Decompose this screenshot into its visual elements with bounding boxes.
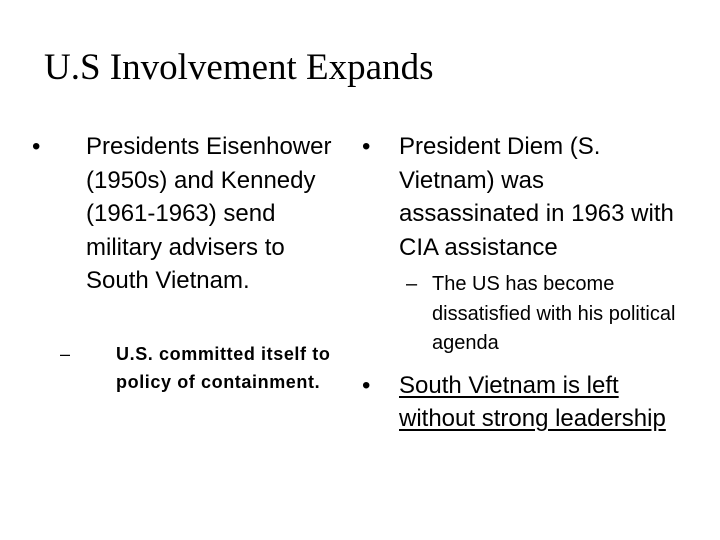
bullet-presidents-advisers — [30, 130, 350, 298]
sub-bullet-dissatisfied — [362, 270, 682, 359]
sub-bullet-text: The US has become dissatisfied with his political agenda — [432, 273, 676, 354]
left-column — [30, 130, 350, 396]
dash-icon: – — [406, 273, 418, 295]
bullet-dot-icon: • — [362, 133, 371, 160]
bullet-dot-icon: • — [362, 371, 371, 399]
bullet-text: Presidents Eisenhower (1950s) and Kennedy (1961-1963) send military advisers to South Vietnam. — [86, 133, 332, 294]
sub-bullet-text: U.S. committed itself to policy of containment. — [116, 343, 331, 392]
bullet-link-text[interactable]: South Vietnam is left without strong leadership — [399, 371, 666, 432]
right-column — [362, 130, 682, 436]
dash-icon: – — [60, 343, 71, 364]
sub-bullet-containment — [30, 340, 350, 396]
bullet-text: President Diem (S. Vietnam) was assassinated in 1963 with CIA assistance — [399, 133, 674, 261]
bullet-diem-assassinated — [362, 130, 682, 264]
bullet-no-leadership — [362, 369, 682, 436]
bullet-dot-icon: • — [32, 133, 41, 160]
slide-title: U.S Involvement Expands — [44, 47, 434, 88]
